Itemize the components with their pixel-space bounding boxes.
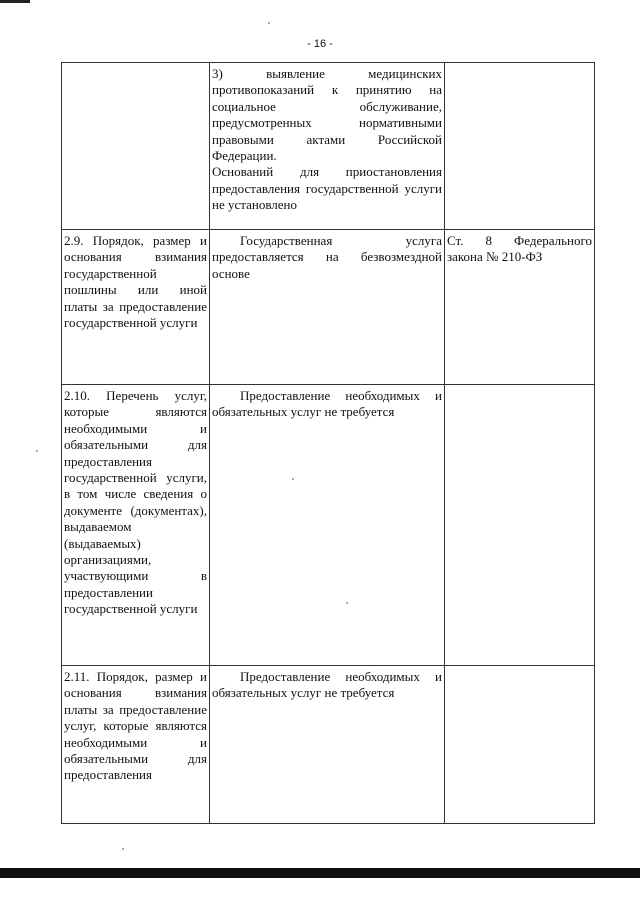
legal-basis-cell bbox=[445, 63, 595, 230]
table-row bbox=[62, 666, 595, 824]
content-paragraph: Оснований для приостановления предоставления государственной услуги не установлено bbox=[212, 164, 442, 213]
regulation-table bbox=[61, 62, 595, 824]
scan-speck bbox=[346, 602, 348, 604]
scan-speck bbox=[36, 450, 38, 452]
item-content-cell bbox=[210, 385, 445, 666]
table-row bbox=[62, 63, 595, 230]
item-content-cell bbox=[210, 63, 445, 230]
legal-basis-cell bbox=[445, 385, 595, 666]
item-name-cell bbox=[62, 63, 210, 230]
legal-basis-cell bbox=[445, 666, 595, 824]
scan-speck bbox=[122, 848, 124, 850]
scan-speck bbox=[292, 478, 294, 480]
scan-speck bbox=[268, 22, 270, 24]
item-content-cell bbox=[210, 666, 445, 824]
content-paragraph: Предоставление необходимых и обязательных услуг не требуется bbox=[212, 669, 442, 701]
item-content-cell bbox=[210, 230, 445, 385]
content-paragraph: Предоставление необходимых и обязательных услуг не требуется bbox=[212, 388, 442, 420]
page-number: - 16 - bbox=[307, 38, 333, 50]
item-name-cell: 2.9. Порядок, размер и основания взимания государственной пошлины или иной платы за предоставление государственной услуги bbox=[62, 230, 210, 385]
content-paragraph: 3) выявление медицинских противопоказаний к принятию на социальное обслуживание, предусмотренных нормативными правовыми актами Российской Федерации. bbox=[212, 66, 442, 164]
scan-edge-mark bbox=[0, 0, 30, 3]
item-name-cell: 2.10. Перечень услуг, которые являются необходимыми и обязательными для предоставления государственной услуги, в том числе сведения о документе (документах), выдаваемом (выдаваемых) организациями, участвующими в предоставлении государственной услуги bbox=[62, 385, 210, 666]
scan-bottom-edge bbox=[0, 868, 640, 878]
legal-basis-cell: Ст. 8 Федерального закона № 210-ФЗ bbox=[445, 230, 595, 385]
table-row bbox=[62, 230, 595, 385]
table-row bbox=[62, 385, 595, 666]
item-name-cell: 2.11. Порядок, размер и основания взимания платы за предоставление услуг, которые являются необходимыми и обязательными для предоставления bbox=[62, 666, 210, 824]
content-paragraph: Государственная услуга предоставляется на безвозмездной основе bbox=[212, 233, 442, 281]
